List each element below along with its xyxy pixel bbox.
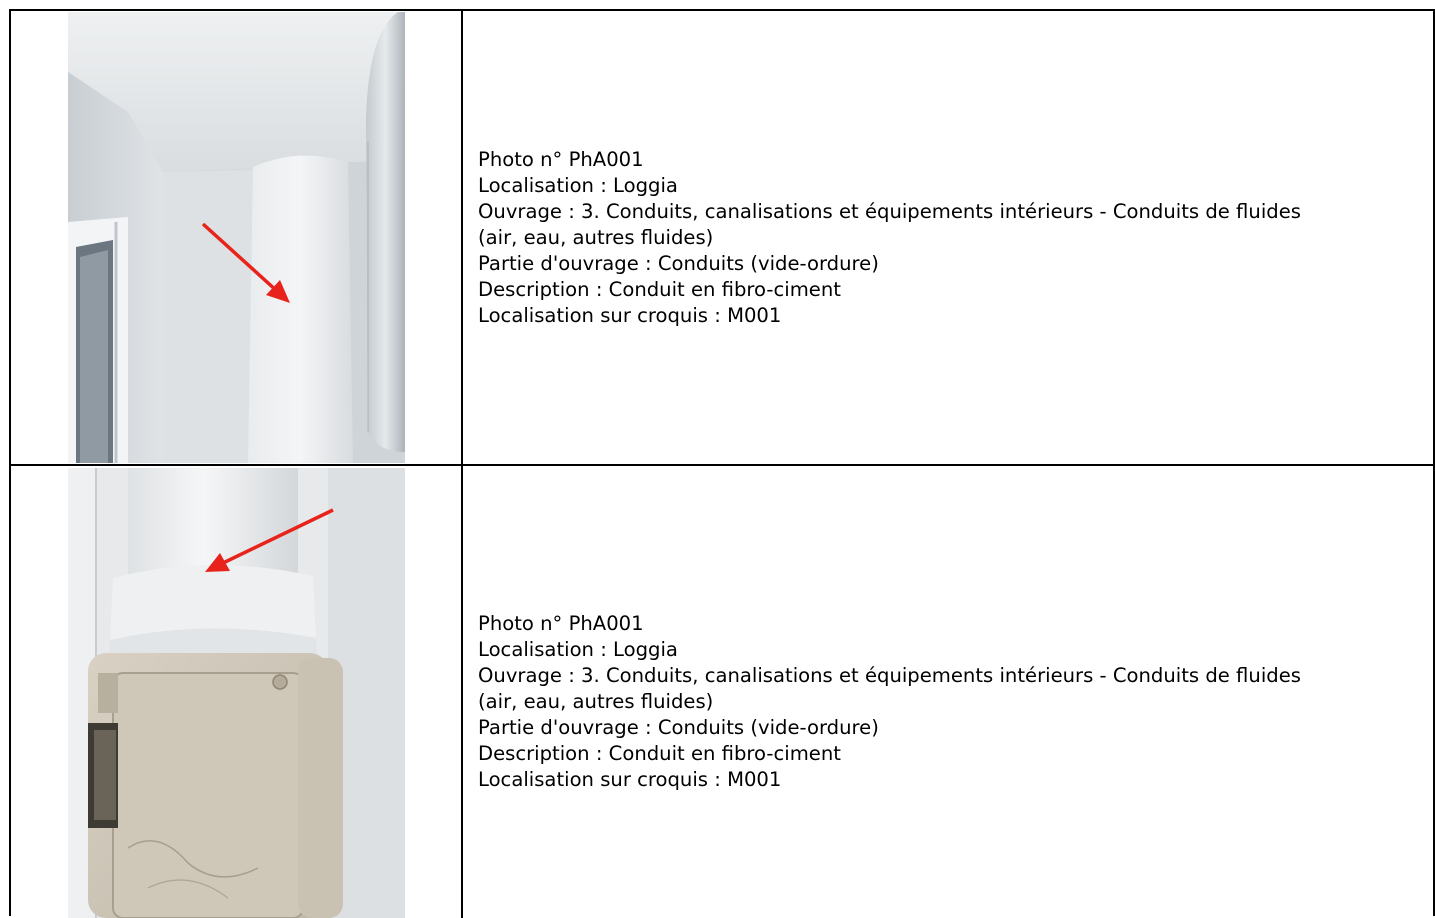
ouvrage-line-2: (air, eau, autres fluides) — [478, 690, 714, 713]
description-cell — [463, 466, 1433, 918]
localisation: Localisation : Loggia — [478, 638, 678, 661]
photo-info — [478, 147, 1408, 329]
photo-label: Photo n° PhA001 — [478, 148, 644, 171]
photo-info — [478, 611, 1408, 793]
photo-conduit-base — [68, 468, 405, 918]
photo-cell — [11, 11, 463, 464]
partie-ouvrage: Partie d'ouvrage : Conduits (vide-ordure) — [478, 716, 879, 739]
localisation-croquis: Localisation sur croquis : M001 — [478, 768, 782, 791]
table-row — [11, 11, 1433, 466]
photo-cell — [11, 466, 463, 918]
description-cell — [463, 11, 1433, 464]
localisation: Localisation : Loggia — [478, 174, 678, 197]
ouvrage-line-1: Ouvrage : 3. Conduits, canalisations et équipements intérieurs - Conduits de fluides — [478, 200, 1301, 223]
ouvrage-line-2: (air, eau, autres fluides) — [478, 226, 714, 249]
localisation-croquis: Localisation sur croquis : M001 — [478, 304, 782, 327]
description: Description : Conduit en fibro-ciment — [478, 742, 841, 765]
photo-report-table — [9, 9, 1435, 916]
ouvrage-line-1: Ouvrage : 3. Conduits, canalisations et équipements intérieurs - Conduits de fluides — [478, 664, 1301, 687]
photo-conduit-wall — [68, 12, 405, 463]
partie-ouvrage: Partie d'ouvrage : Conduits (vide-ordure) — [478, 252, 879, 275]
description: Description : Conduit en fibro-ciment — [478, 278, 841, 301]
table-row — [11, 466, 1433, 918]
photo-label: Photo n° PhA001 — [478, 612, 644, 635]
